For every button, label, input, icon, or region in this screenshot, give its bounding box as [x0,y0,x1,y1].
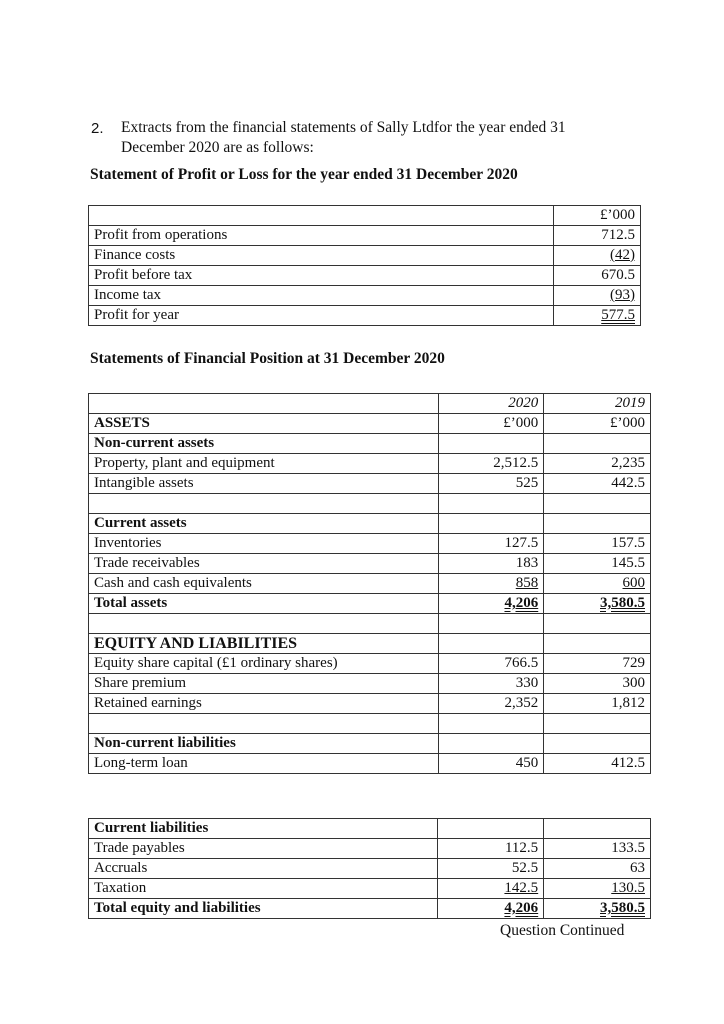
value-2019: 300 [544,674,651,694]
unit-2020: £’000 [438,414,544,434]
assets-label: ASSETS [89,414,439,434]
equity-liabilities-label: EQUITY AND LIABILITIES [89,634,439,654]
row-value: (42) [610,247,635,263]
table-row [89,554,651,574]
spacer-row [89,494,651,514]
value-2020: 2,512.5 [438,454,544,474]
current-liabilities-table [88,818,651,919]
value-2020: 112.5 [438,839,544,859]
row-label: Accruals [89,859,438,879]
row-label: Profit for year [89,306,554,326]
profit-loss-heading: Statement of Profit or Loss for the year ended 31 December 2020 [90,166,518,183]
value-2020: 52.5 [438,859,544,879]
row-label: Property, plant and equipment [89,454,439,474]
value-2019: 63 [544,859,651,879]
row-label: Taxation [89,879,438,899]
spacer-row [89,614,651,634]
table-row [89,474,651,494]
value-2019: 2,235 [544,454,651,474]
row-label: Trade receivables [89,554,439,574]
table-row [89,654,651,674]
profit-loss-table [88,205,641,326]
value-2020: 127.5 [438,534,544,554]
table-row [89,819,651,839]
value-2020: 2,352 [438,694,544,714]
year-2020-header: 2020 [438,394,544,414]
value-2020: 142.5 [504,880,539,896]
table-row [89,306,641,326]
value-2020: 450 [438,754,544,774]
row-label: Retained earnings [89,694,439,714]
row-label: Long-term loan [89,754,439,774]
row-label: Finance costs [89,246,554,266]
value-2019: 1,812 [544,694,651,714]
row-label: Profit from operations [89,226,554,246]
table-row [89,734,651,754]
table-row [89,206,641,226]
table-row [89,694,651,714]
year-2019-header: 2019 [544,394,651,414]
row-label: Profit before tax [89,266,554,286]
row-value: 712.5 [554,226,641,246]
value-2019: 145.5 [544,554,651,574]
financial-position-heading: Statements of Financial Position at 31 December 2020 [90,350,445,367]
table-row [89,634,651,654]
row-label: Equity share capital (£1 ordinary shares) [89,654,439,674]
non-current-assets-label: Non-current assets [89,434,439,454]
value-2019: 130.5 [611,880,645,896]
unit-2019: £’000 [544,414,651,434]
value-2020: 525 [438,474,544,494]
value-2020: 330 [438,674,544,694]
table-row [89,859,651,879]
current-assets-label: Current assets [89,514,439,534]
table-row [89,434,651,454]
question-text-line2: December 2020 are as follows: [121,139,314,156]
value-2019: 133.5 [544,839,651,859]
table-row [89,394,651,414]
non-current-liabilities-label: Non-current liabilities [89,734,439,754]
table-row [89,879,651,899]
table-row [89,454,651,474]
table-row [89,754,651,774]
spacer-row [89,714,651,734]
question-number: 2. [91,120,104,137]
table-row [89,574,651,594]
row-label: Intangible assets [89,474,439,494]
unit-header: £’000 [554,206,641,226]
value-2020: 766.5 [438,654,544,674]
value-2020: 183 [438,554,544,574]
financial-position-table [88,393,651,774]
value-2019: 442.5 [544,474,651,494]
table-row [89,286,641,306]
row-label: Cash and cash equivalents [89,574,439,594]
current-liabilities-label: Current liabilities [89,819,438,839]
value-2019: 3,580.5 [600,900,645,916]
row-label: Total equity and liabilities [89,899,438,919]
table-row [89,594,651,614]
table-row [89,899,651,919]
value-2019: 157.5 [544,534,651,554]
value-2019: 729 [544,654,651,674]
row-label: Income tax [89,286,554,306]
table-row [89,266,641,286]
value-2020: 4,206 [504,595,539,611]
table-row [89,246,641,266]
row-label: Inventories [89,534,439,554]
table-row [89,534,651,554]
question-text-line1: Extracts from the financial statements of Sally Ltdfor the year ended 31 [121,119,566,136]
row-label: Total assets [89,594,439,614]
value-2019: 600 [622,575,645,591]
row-value: 577.5 [601,307,635,323]
table-row [89,839,651,859]
row-value: (93) [610,287,635,303]
row-label: Share premium [89,674,439,694]
row-label: Trade payables [89,839,438,859]
table-row [89,514,651,534]
row-value: 670.5 [554,266,641,286]
value-2019: 412.5 [544,754,651,774]
value-2020: 858 [515,575,539,591]
question-continued-note: Question Continued [500,922,625,939]
table-row [89,226,641,246]
table-row [89,414,651,434]
value-2019: 3,580.5 [600,595,645,611]
value-2020: 4,206 [504,900,539,916]
table-row [89,674,651,694]
